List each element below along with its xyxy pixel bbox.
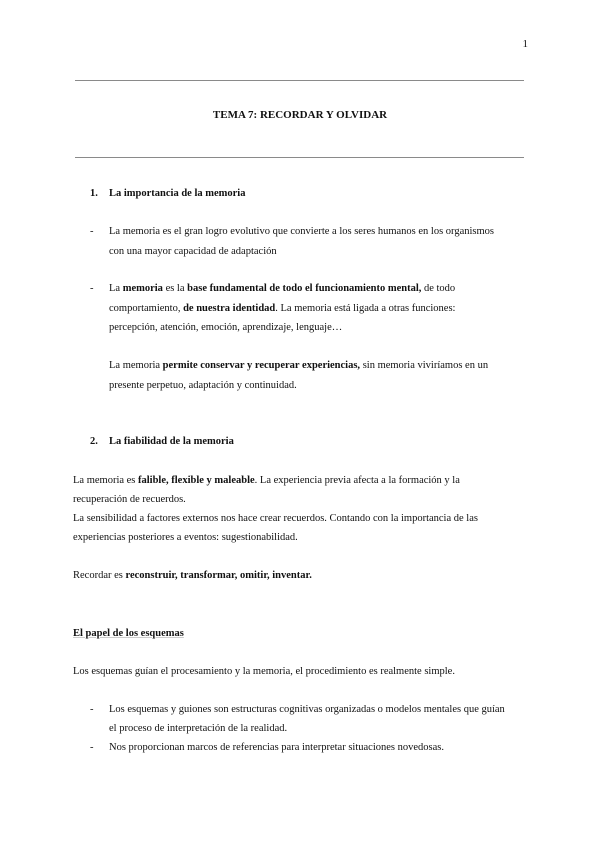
paragraph-line (109, 360, 488, 371)
header-rule-bottom (75, 157, 524, 158)
paragraph-line (73, 475, 460, 486)
bullet-text-line: percepción, atención, emoción, aprendizaje, lenguaje… (109, 322, 343, 333)
text-run: es la (162, 283, 188, 294)
text-run: comportamiento, (109, 303, 184, 314)
document-title: TEMA 7: RECORDAR Y OLVIDAR (212, 109, 388, 121)
section-1-number: 1. (90, 188, 98, 199)
schemas-heading: El papel de los esquemas (73, 628, 184, 639)
text-run: de todo (421, 283, 456, 294)
text-run: La (109, 283, 123, 294)
section-1-title: La importancia de la memoria (109, 188, 246, 199)
bullet-dash: - (90, 704, 94, 715)
bullet-text-line: Nos proporcionan marcos de referencias para interpretar situaciones novedosas. (109, 742, 444, 753)
bold-run: falible, flexible y maleable (138, 475, 255, 486)
text-run: sin memoria viviríamos en un (360, 360, 489, 371)
page-number: 1 (522, 38, 528, 50)
bullet-dash: - (90, 226, 94, 237)
bullet-text-line: con una mayor capacidad de adaptación (109, 246, 277, 257)
bullet-text-line: La memoria es el gran logro evolutivo que convierte a los seres humanos en los organismos (109, 226, 495, 237)
text-run: La memoria es (73, 475, 139, 486)
schemas-intro: Los esquemas guían el procesamiento y la memoria, el procedimiento es realmente simple. (73, 666, 455, 677)
section-2-paragraph-2 (73, 570, 312, 581)
section-2-title: La fiabilidad de la memoria (109, 436, 234, 447)
bold-run: reconstruir, transformar, omitir, inventar. (125, 570, 312, 581)
header-rule-top (75, 80, 524, 81)
bullet-text-line (109, 283, 455, 294)
bullet-dash: - (90, 283, 94, 294)
bullet-text-line: el proceso de interpretación de la realidad. (109, 723, 288, 734)
bold-run: de nuestra identidad (183, 303, 276, 314)
bullet-text-line (109, 303, 455, 314)
text-run: . La experiencia previa afecta a la formación y la (254, 475, 460, 486)
paragraph-line: experiencias posteriores a eventos: sugestionabilidad. (73, 532, 298, 543)
bold-run: memoria (122, 283, 163, 294)
bullet-dash: - (90, 742, 94, 753)
section-2-number: 2. (90, 436, 98, 447)
paragraph-line: La sensibilidad a factores externos nos hace crear recuerdos. Contando con la importancia de las (73, 513, 478, 524)
text-run: . La memoria está ligada a otras funciones: (275, 303, 456, 314)
paragraph-line: presente perpetuo, adaptación y continuidad. (109, 380, 297, 391)
bullet-text-line: Los esquemas y guiones son estructuras cognitivas organizadas o modelos mentales que guían (109, 704, 505, 715)
bold-run: permite conservar y recuperar experiencias, (162, 360, 361, 371)
bold-run: base fundamental de todo el funcionamiento mental, (187, 283, 422, 294)
paragraph-line: recuperación de recuerdos. (73, 494, 186, 505)
text-run: La memoria (109, 360, 163, 371)
text-run: Recordar es (73, 570, 126, 581)
